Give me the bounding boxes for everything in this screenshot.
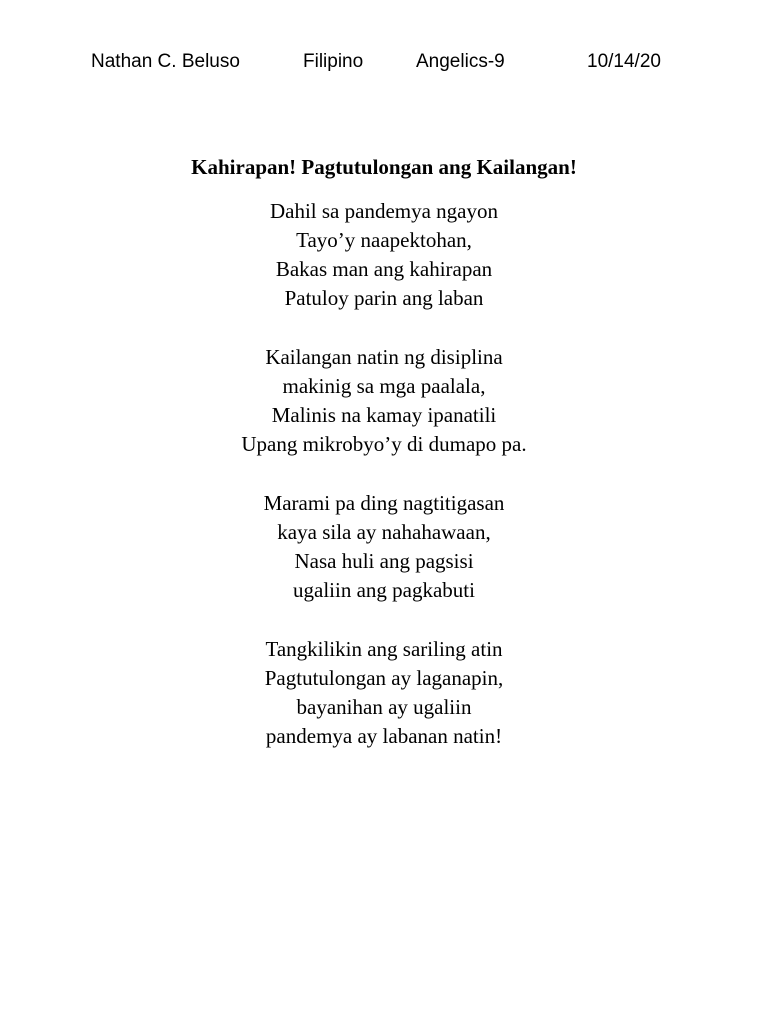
poem-line: Marami pa ding nagtitigasan bbox=[263, 491, 505, 515]
student-name: Nathan C. Beluso bbox=[91, 51, 240, 72]
poem-line: Tangkilikin ang sariling atin bbox=[265, 637, 503, 661]
date-label: 10/14/20 bbox=[587, 51, 661, 72]
subject-label: Filipino bbox=[303, 51, 364, 72]
poem-line: Kailangan natin ng disiplina bbox=[265, 345, 503, 369]
poem-line: Bakas man ang kahirapan bbox=[275, 257, 493, 281]
poem-line: Patuloy parin ang laban bbox=[284, 286, 484, 310]
poem-line: Tayo’y naapektohan, bbox=[296, 228, 472, 252]
stanza-4 bbox=[0, 635, 768, 751]
poem-line: Malinis na kamay ipanatili bbox=[271, 403, 497, 427]
poem-line: makinig sa mga paalala, bbox=[282, 374, 486, 398]
stanza-3 bbox=[0, 489, 768, 605]
poem-line: kaya sila ay nahahawaan, bbox=[277, 520, 491, 544]
poem-line: Upang mikrobyo’y di dumapo pa. bbox=[241, 432, 527, 456]
stanza-2 bbox=[0, 343, 768, 459]
poem-line: bayanihan ay ugaliin bbox=[296, 695, 472, 719]
poem-title: Kahirapan! Pagtutulongan ang Kailangan! bbox=[191, 155, 577, 179]
poem-line: pandemya ay labanan natin! bbox=[265, 724, 503, 748]
poem-line: Nasa huli ang pagsisi bbox=[294, 549, 474, 573]
poem-body bbox=[0, 197, 768, 781]
poem-line: ugaliin ang pagkabuti bbox=[293, 578, 475, 602]
document-header bbox=[0, 48, 768, 76]
poem-line: Dahil sa pandemya ngayon bbox=[269, 199, 499, 223]
section-label: Angelics-9 bbox=[416, 51, 505, 72]
poem-line: Pagtutulongan ay laganapin, bbox=[264, 666, 504, 690]
stanza-1 bbox=[0, 197, 768, 313]
